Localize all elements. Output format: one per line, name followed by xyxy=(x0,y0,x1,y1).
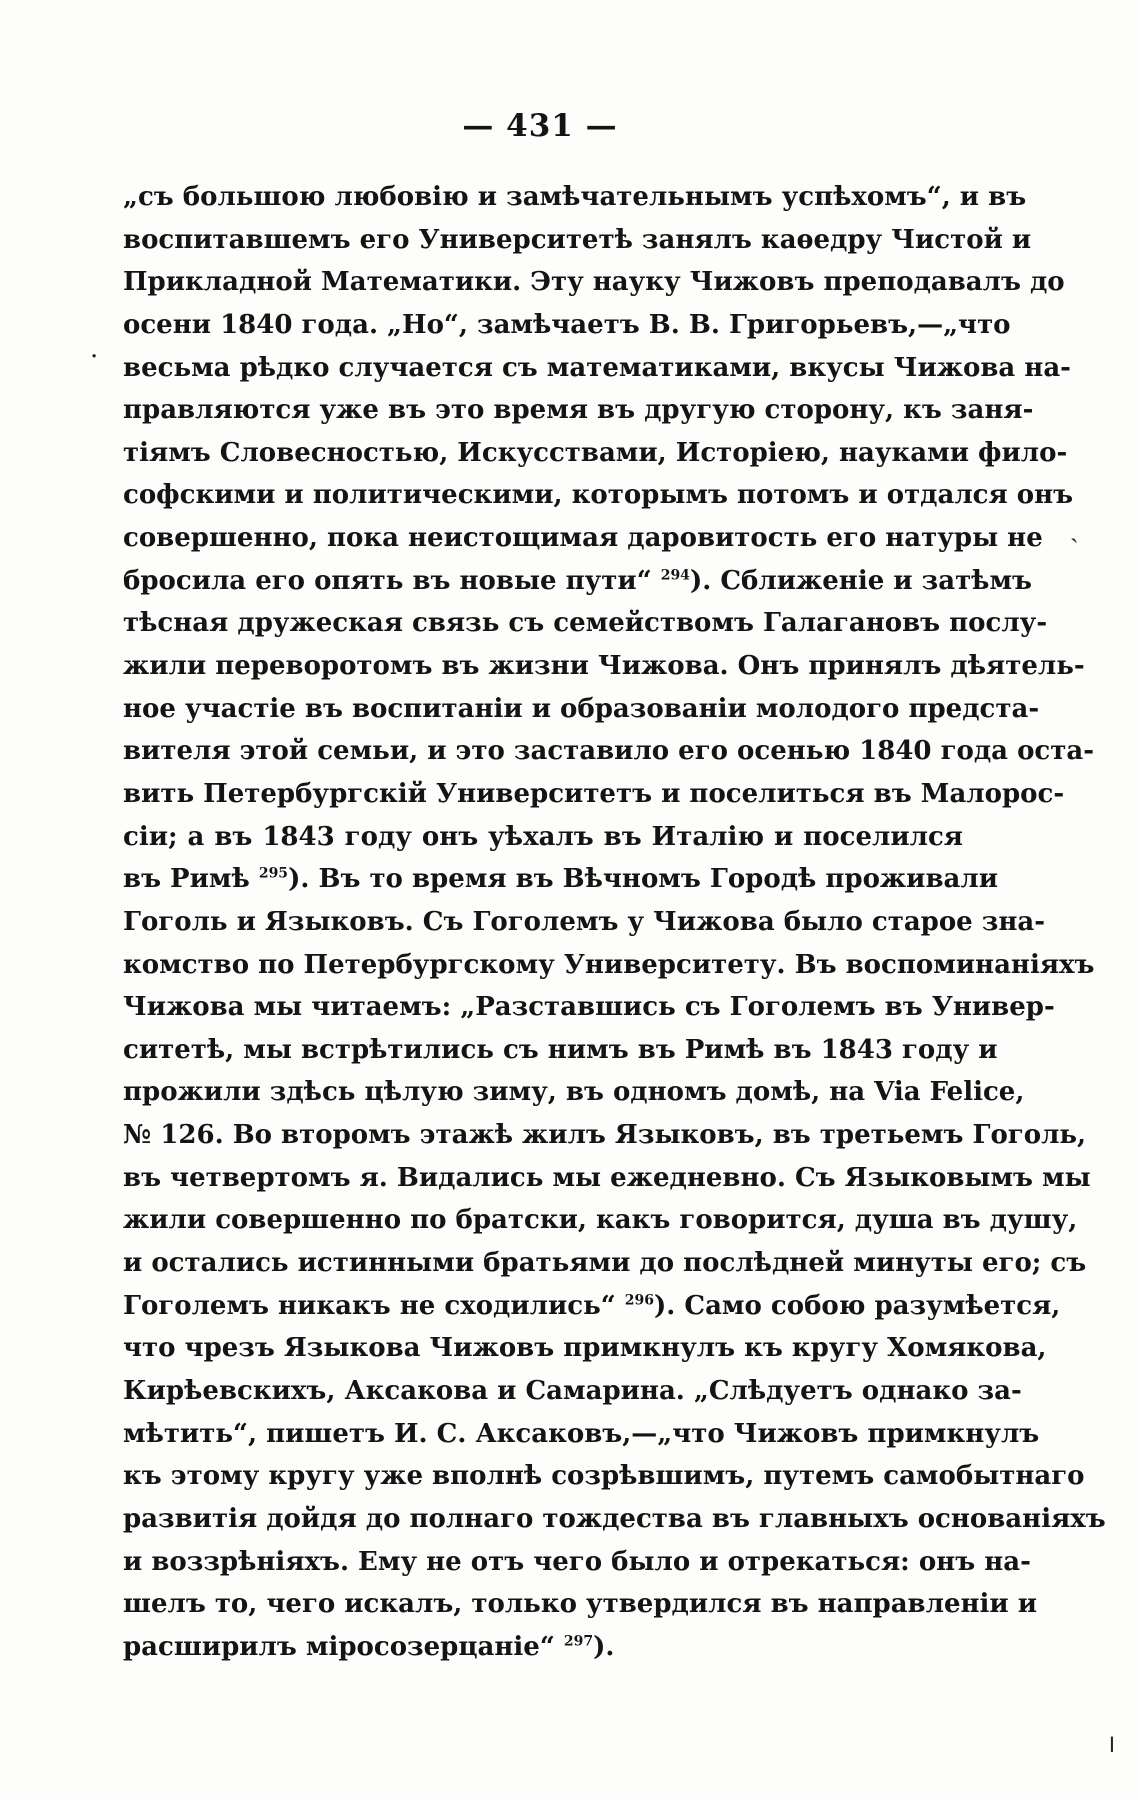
line-text: ). Въ то время въ Вѣчномъ Городѣ проживали xyxy=(288,864,998,895)
text-line: комство по Петербургскому Университету. Въ воспоминаніяхъ xyxy=(123,949,1095,980)
text-line xyxy=(123,560,1032,603)
page-number: — 431 — xyxy=(462,108,618,144)
text-line: вить Петербургскій Университетъ и поселиться въ Малорос- xyxy=(123,778,1065,809)
text-line: „съ большою любовію и замѣчательнымъ успѣхомъ“, и въ xyxy=(123,182,1027,212)
text-line: къ этому кругу уже вполнѣ созрѣвшимъ, путемъ самобытнаго xyxy=(123,1461,1085,1492)
text-line: осени 1840 года. „Но“, замѣчаетъ В. В. Григорьевъ,—„что xyxy=(123,309,1011,340)
line-text: въ Римѣ xyxy=(123,864,259,895)
text-line: жили совершенно по братски, какъ говорится, душа въ душу, xyxy=(123,1205,1078,1236)
text-line: тѣсная дружеская связь съ семействомъ Галагановъ послу- xyxy=(123,608,1048,639)
text-line: развитія дойдя до полнаго тождества въ главныхъ основаніяхъ xyxy=(123,1503,1106,1534)
text-line: и воззрѣніяхъ. Ему не отъ чего было и отрекаться: онъ на- xyxy=(123,1546,1031,1577)
footnote-ref: 295 xyxy=(258,865,289,882)
line-text: Гоголемъ никакъ не сходились“ xyxy=(123,1290,625,1321)
text-line: мѣтить“, пишетъ И. С. Аксаковъ,—„что Чижовъ примкнулъ xyxy=(123,1418,1040,1449)
text-line: вителя этой семьи, и это заставило его осенью 1840 года оста- xyxy=(123,736,1094,767)
margin-dot-mark: · xyxy=(90,342,99,372)
text-line: совершенно, пока неистощимая даровитость его натуры не xyxy=(123,523,1043,554)
text-line: Гоголь и Языковъ. Съ Гоголемъ у Чижова было старое зна- xyxy=(123,906,1046,937)
footnote-ref: 296 xyxy=(624,1292,654,1308)
text-line: Кирѣевскихъ, Аксакова и Самарина. „Слѣдуетъ однако за- xyxy=(123,1375,1022,1406)
text-line: правляются уже въ это время въ другую сторону, къ заня- xyxy=(123,395,1034,426)
body-text xyxy=(123,176,1106,1668)
text-line: прожили здѣсь цѣлую зиму, въ одномъ домѣ, на Via Felice, xyxy=(123,1077,1025,1108)
text-line xyxy=(123,858,998,901)
text-line: и остались истинными братьями до послѣдней минуты его; съ xyxy=(123,1248,1087,1279)
text-line: Прикладной Математики. Эту науку Чижовъ преподавалъ до xyxy=(123,267,1065,298)
line-text: ). Сближеніе и затѣмъ xyxy=(689,565,1032,596)
text-line: Чижова мы читаемъ: „Разставшись съ Гоголемъ въ Универ- xyxy=(123,992,1055,1023)
text-line: воспитавшемъ его Университетѣ занялъ каѳедру Чистой и xyxy=(123,224,1032,255)
text-line: тіямъ Словесностью, Искусствами, Исторіею, науками фило- xyxy=(123,437,1068,468)
text-line: шелъ то, чего искалъ, только утвердился въ направленіи и xyxy=(123,1589,1038,1620)
text-line xyxy=(123,1285,1061,1328)
line-text: бросила его опять въ новые пути“ xyxy=(123,565,661,596)
footnote-ref: 294 xyxy=(660,567,690,584)
text-line: сіи; а въ 1843 году онъ уѣхалъ въ Италію и поселился xyxy=(123,821,963,852)
text-line: № 126. Во второмъ этажѣ жилъ Языковъ, въ третьемъ Гоголь, xyxy=(123,1120,1087,1151)
footnote-ref: 297 xyxy=(563,1633,594,1650)
margin-tick-mark: ˏ xyxy=(1070,514,1079,544)
text-line: ное участіе въ воспитаніи и образованіи молодого предста- xyxy=(123,693,1040,724)
text-line xyxy=(123,1626,963,1669)
text-line: въ четвертомъ я. Видались мы ежедневно. Съ Языковымъ мы xyxy=(123,1162,1091,1193)
corner-mark: ╵ xyxy=(1104,1738,1120,1768)
text-line: что чрезъ Языкова Чижовъ примкнулъ къ кругу Хомякова, xyxy=(123,1333,1047,1364)
line-text: ). Само собою разумѣется, xyxy=(653,1290,1061,1321)
text-line: софскими и политическими, которымъ потомъ и отдался онъ xyxy=(123,480,1074,511)
text-line: ситетѣ, мы встрѣтились съ нимъ въ Римѣ въ 1843 году и xyxy=(123,1034,998,1065)
text-line: жили переворотомъ въ жизни Чижова. Онъ принялъ дѣятель- xyxy=(123,651,1085,682)
text-line: весьма рѣдко случается съ математиками, вкусы Чижова на- xyxy=(123,352,1071,383)
line-text: ). xyxy=(593,1631,615,1662)
line-text: расширилъ міросозерцаніе“ xyxy=(123,1631,564,1662)
